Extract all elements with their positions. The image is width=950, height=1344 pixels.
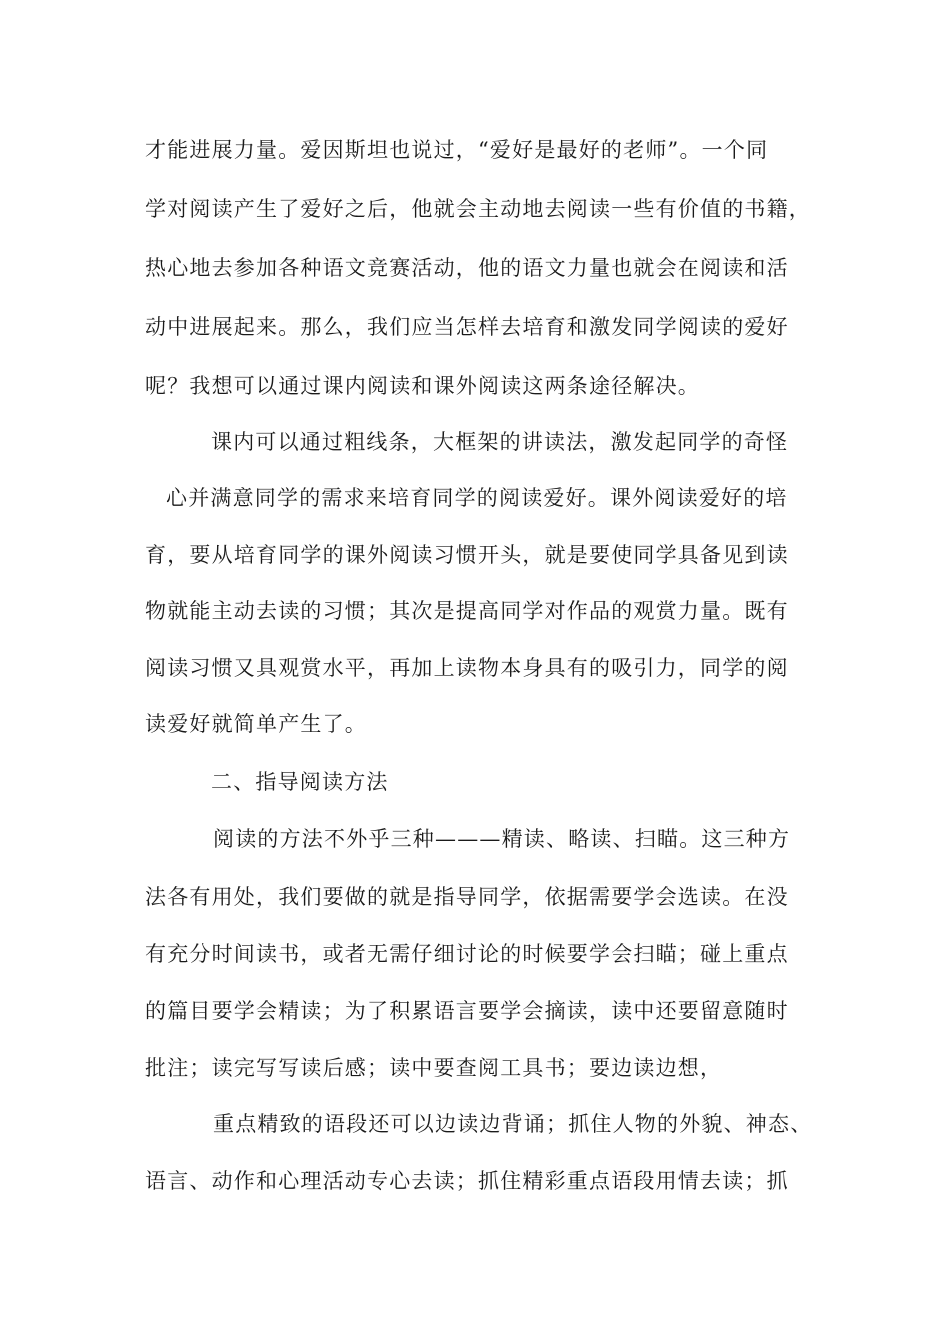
text-line: 法各有用处，我们要做的就是指导同学，依据需要学会选读。在没 (145, 885, 789, 909)
text-line: 的篇目要学会精读；为了积累语言要学会摘读，读中还要留意随时 (145, 999, 789, 1023)
text-line: 课内可以通过粗线条，大框架的讲读法，激发起同学的奇怪 (211, 430, 789, 454)
text-line: 阅读的方法不外乎三种———精读、略读、扫瞄。这三种方 (213, 827, 791, 851)
text-line: 语言、动作和心理活动专心去读；抓住精彩重点语段用情去读；抓 (145, 1169, 789, 1193)
text-line: 动中进展起来。那么，我们应当怎样去培育和激发同学阅读的爱好 (145, 315, 789, 339)
text-line: 热心地去参加各种语文竞赛活动，他的语文力量也就会在阅读和活 (145, 256, 789, 280)
text-line: 学对阅读产生了爱好之后，他就会主动地去阅读一些有价值的书籍， (145, 197, 811, 221)
text-line: 育，要从培育同学的课外阅读习惯开头，就是要使同学具备见到读 (145, 543, 789, 567)
section-heading: 二、指导阅读方法 (211, 770, 389, 794)
text-line: 物就能主动去读的习惯；其次是提高同学对作品的观赏力量。既有 (145, 599, 789, 623)
text-line: 有充分时间读书，或者无需仔细讨论的时候要学会扫瞄；碰上重点 (145, 942, 789, 966)
text-line: 读爱好就简单产生了。 (145, 712, 367, 736)
text-line: 心并满意同学的需求来培育同学的阅读爱好。课外阅读爱好的培 (166, 486, 788, 510)
text-line: 重点精致的语段还可以边读边背诵；抓住人物的外貌、神态、 (213, 1112, 813, 1136)
text-line: 呢？我想可以通过课内阅读和课外阅读这两条途径解决。 (145, 374, 700, 398)
text-line: 批注；读完写写读后感；读中要查阅工具书；要边读边想， (145, 1056, 723, 1080)
text-line: 阅读习惯又具观赏水平，再加上读物本身具有的吸引力，同学的阅 (145, 656, 789, 680)
text-line: 才能进展力量。爱因斯坦也说过，“爱好是最好的老师”。一个同 (145, 138, 769, 162)
